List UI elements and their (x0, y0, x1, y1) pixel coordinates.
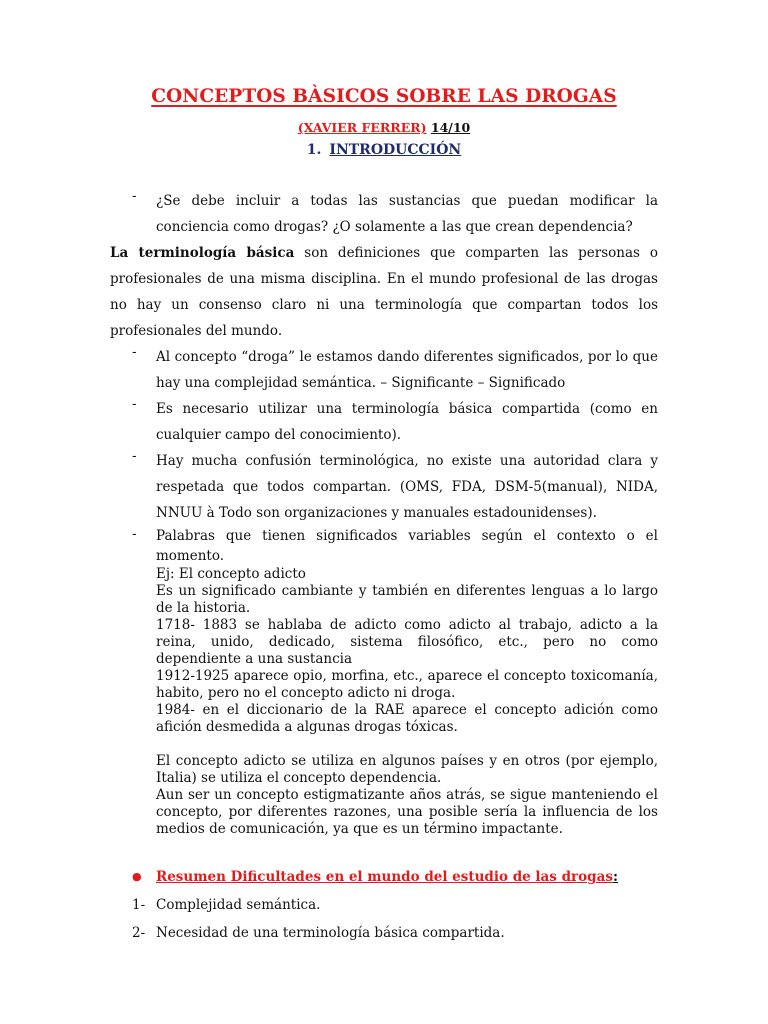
summary-title: Resumen Dificultades en el mundo del estudio de las drogas (156, 869, 613, 885)
terminology-paragraph (110, 240, 658, 344)
example-label: Ej: El concepto adicto (156, 566, 306, 582)
document-body (110, 188, 658, 946)
bullet-text: Hay mucha confusión terminológica, no existe una autoridad clara y respetada que todos compartan. (OMS, FDA, DSM-5(manual), NIDA, NNUU à Todo son organizaciones y manuales estadounidenses). (156, 453, 658, 521)
document-title: CONCEPTOS BÀSICOS SOBRE LAS DROGAS (151, 86, 617, 107)
section-title: INTRODUCCIÓN (329, 142, 462, 158)
list-item (110, 396, 658, 448)
summary-heading (110, 864, 658, 890)
date: 14/10 (430, 120, 471, 135)
dash-marker: - (132, 188, 137, 204)
list-item (110, 344, 658, 396)
example-paragraph: Es un significado cambiante y también en diferentes lenguas a lo largo de la historia. (156, 583, 658, 616)
bullet-dot-icon: ● (132, 870, 142, 883)
list-item (110, 188, 658, 240)
bullet-text: Es necesario utilizar una terminología básica compartida (como en cualquier campo del conocimiento). (156, 401, 658, 443)
dash-marker: - (132, 344, 137, 360)
bullet-text: Al concepto “droga” le estamos dando diferentes significados, por lo que hay una complejidad semántica. – Significante – Significado (156, 349, 658, 391)
example-paragraph: 1718- 1883 se hablaba de adicto como adicto al trabajo, adicto a la reina, unido, dedicado, sistema filosófico, etc., pero no como dependiente a una sustancia (156, 617, 658, 667)
terminology-definition: son definiciones que comparten las personas o profesionales de una misma disciplina. En el mundo profesional de las drogas no hay un consenso claro ni una terminología que compartan todos los profesionales del mundo. (110, 245, 659, 339)
list-item (110, 448, 658, 526)
dash-marker: - (132, 526, 137, 542)
section-number: 1. (306, 142, 322, 158)
example-paragraph: El concepto adicto se utiliza en algunos países y en otros (por ejemplo, Italia) se utiliza el concepto dependencia. (156, 753, 658, 786)
section-heading (0, 142, 768, 158)
bullet-text: Palabras que tienen significados variables según el contexto o el momento. (156, 528, 658, 564)
question-text: ¿Se debe incluir a todas las sustancias que puedan modificar la conciencia como drogas? ¿O solamente a las que crean dependencia? (156, 193, 658, 235)
summary-colon: : (612, 869, 618, 885)
author: (XAVIER FERRER) (297, 120, 427, 135)
author-date-line (0, 120, 768, 135)
adicto-example-block (156, 566, 658, 838)
spacer (156, 736, 658, 753)
list-item (110, 920, 658, 946)
item-text: Complejidad semántica. (156, 897, 321, 913)
example-paragraph: Aun ser un concepto estigmatizante años atrás, se sigue manteniendo el concepto, por diferentes razones, una posible sería la influencia de los medios de comunicación, ya que es un término impactante. (156, 787, 658, 837)
example-paragraph: 1984- en el diccionario de la RAE aparece el concepto adición como afición desmedida a algunas drogas tóxicas. (156, 702, 658, 735)
dash-marker: - (132, 396, 137, 412)
item-number: 2- (132, 925, 146, 941)
terminology-term: La terminología básica (110, 245, 295, 261)
item-number: 1- (132, 897, 146, 913)
list-item (110, 892, 658, 918)
list-item (110, 526, 658, 566)
dash-marker: - (132, 448, 137, 464)
example-paragraph: 1912-1925 aparece opio, morfina, etc., aparece el concepto toxicomanía, habito, pero no el concepto adicto ni droga. (156, 668, 658, 701)
item-text: Necesidad de una terminología básica compartida. (156, 925, 505, 941)
